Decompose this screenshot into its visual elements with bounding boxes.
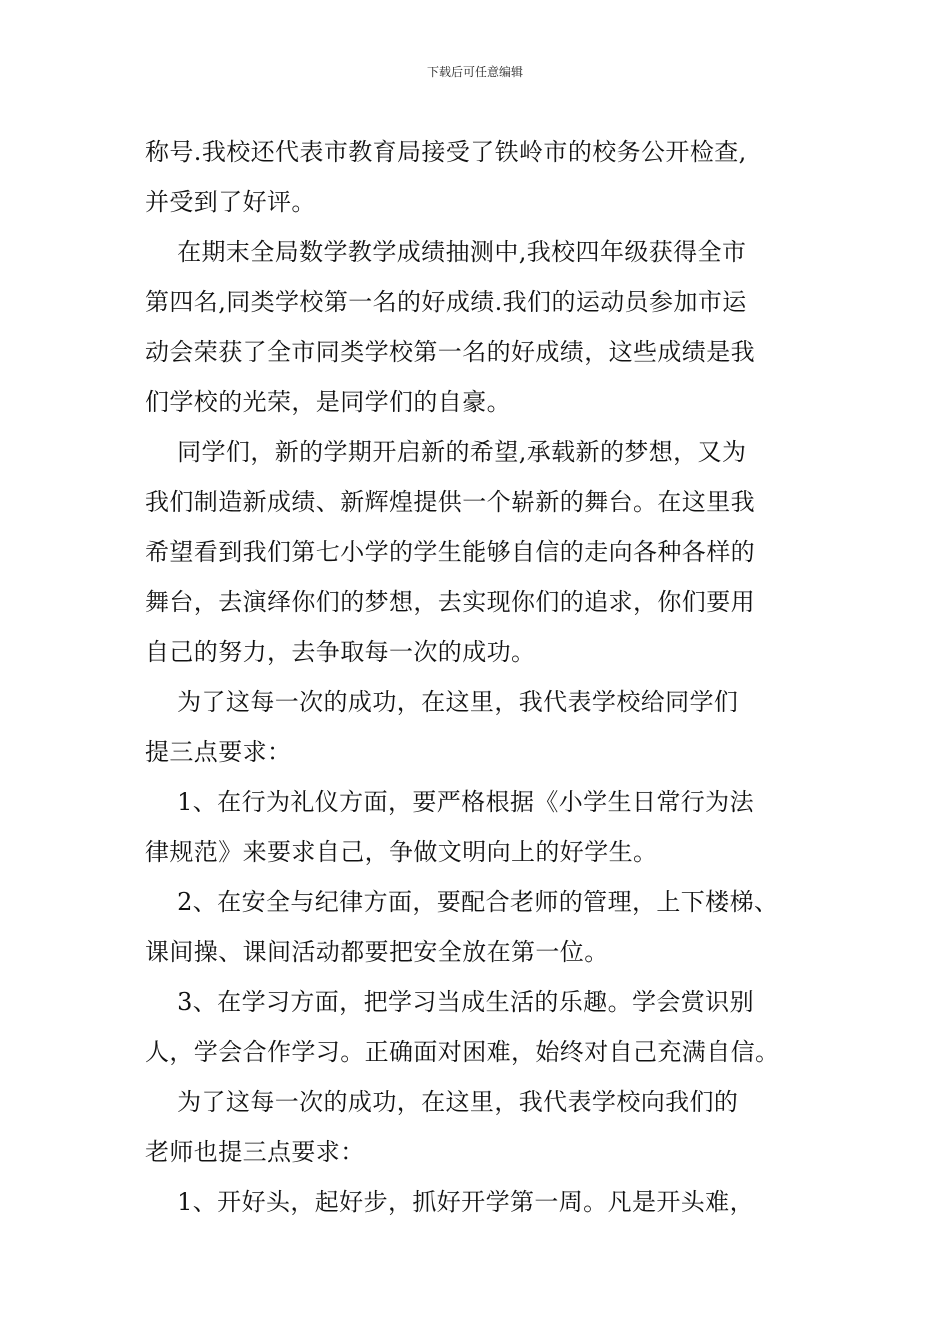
text-line: 并受到了好评。 <box>145 188 316 216</box>
text-line: 为了这每一次的成功，在这里，我代表学校向我们的 <box>145 1088 739 1116</box>
text-line: 同学们，新的学期开启新的希望,承载新的梦想，又为 <box>145 438 747 466</box>
text-line: 1、开好头，起好步，抓好开学第一周。凡是开头难， <box>145 1188 754 1216</box>
text-line: 称号.我校还代表市教育局接受了铁岭市的校务公开检查, <box>145 138 747 166</box>
page-header: 下载后可任意编辑 <box>426 65 523 79</box>
text-line: 舞台，去演绎你们的梦想，去实现你们的追求，你们要用 <box>145 588 755 616</box>
text-line: 提三点要求： <box>145 738 292 766</box>
text-line: 在期末全局数学教学成绩抽测中,我校四年级获得全市 <box>145 238 747 266</box>
text-line: 课间操、课间活动都要把安全放在第一位。 <box>145 938 609 966</box>
text-line: 第四名,同类学校第一名的好成绩.我们的运动员参加市运 <box>145 288 747 316</box>
text-line: 动会荣获了全市同类学校第一名的好成绩，这些成绩是我 <box>145 338 755 366</box>
text-line: 3、在学习方面，把学习当成生活的乐趣。学会赏识别 <box>145 988 754 1016</box>
text-line: 2、在安全与纪律方面，要配合老师的管理，上下楼梯、 <box>145 888 779 916</box>
text-line: 自己的努力，去争取每一次的成功。 <box>145 638 536 666</box>
text-line: 老师也提三点要求： <box>145 1138 365 1166</box>
text-line: 们学校的光荣，是同学们的自豪。 <box>145 388 511 416</box>
text-line: 1、在行为礼仪方面，要严格根据《小学生日常行为法 <box>145 788 754 816</box>
document-body <box>145 127 825 1227</box>
text-line: 我们制造新成绩、新辉煌提供一个崭新的舞台。在这里我 <box>145 488 755 516</box>
text-line: 律规范》来要求自己，争做文明向上的好学生。 <box>145 838 658 866</box>
text-line: 人，学会合作学习。正确面对困难，始终对自己充满自信。 <box>145 1038 780 1066</box>
text-line: 希望看到我们第七小学的学生能够自信的走向各种各样的 <box>145 538 755 566</box>
text-line: 为了这每一次的成功，在这里，我代表学校给同学们 <box>145 688 739 716</box>
